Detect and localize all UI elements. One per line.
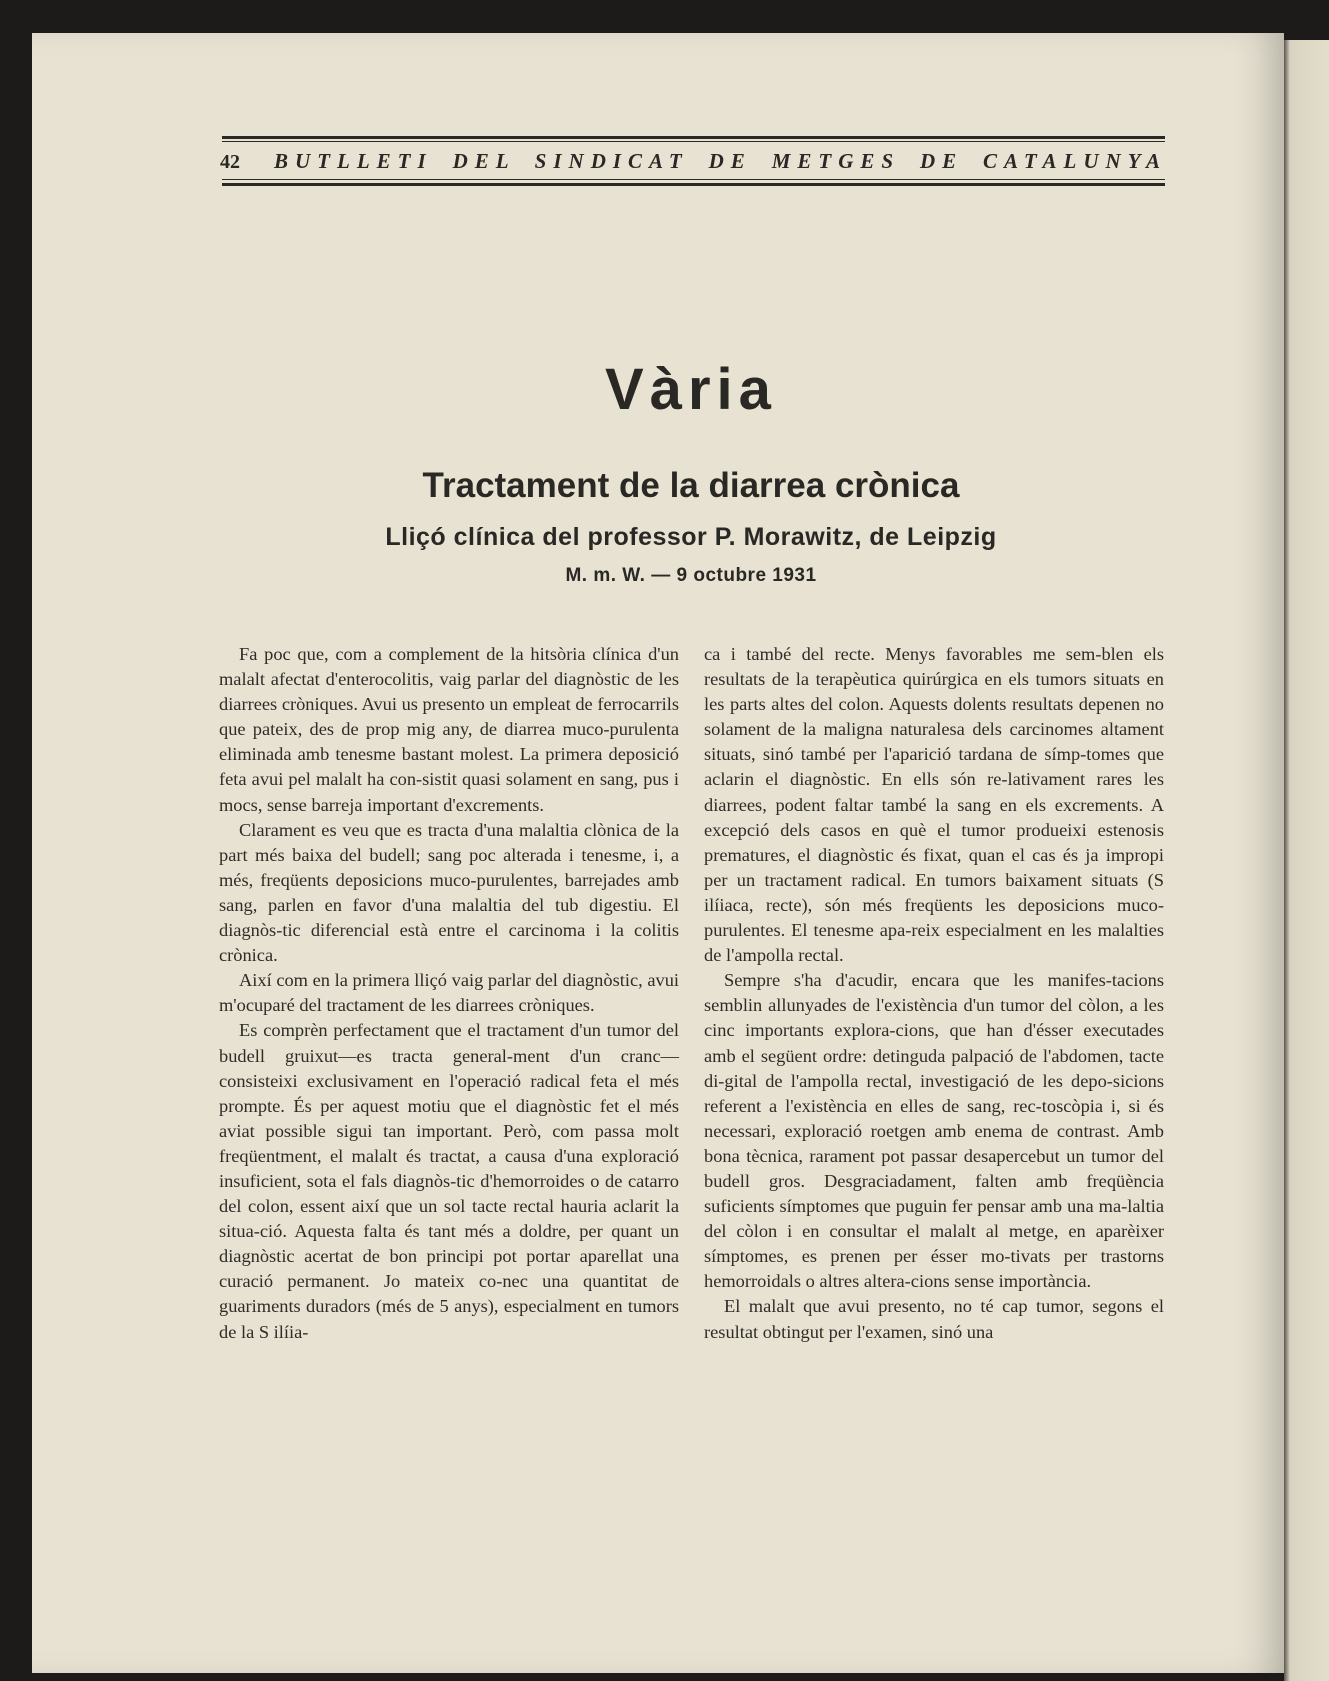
running-header (220, 149, 1167, 174)
text-column-right (704, 642, 1164, 1345)
article-subtitle: Lliçó clínica del professor P. Morawitz, de Leipzig (385, 523, 997, 551)
article-source: M. m. W. — 9 octubre 1931 (565, 565, 817, 586)
paragraph: Fa poc que, com a complement de la hitsòria clínica d'un malalt afectat d'enterocolitis, vaig parlar del diagnòstic de les diarrees cròniques. Avui us presento un empleat de ferrocarrils que pateix, des de prop mig any, de diarrea muco-purulenta eliminada amb tenesme bastant molest. La primera deposició feta avui pel malalt ha con-sistit quasi solament en sang, pus i mocs, sense barreja important d'excrements. (219, 644, 679, 815)
paragraph: El malalt que avui presento, no té cap tumor, segons el resultat obtingut per l'examen, sinó una (704, 1296, 1164, 1342)
header-rule-top (222, 136, 1165, 139)
header-rule-bottom-thin (222, 179, 1165, 180)
paragraph: Sempre s'ha d'acudir, encara que les manifes-tacions semblin allunyades de l'existència d'un tumor del còlon, a les cinc importants explora-cions, que han d'ésser executades amb el següent ordre: detinguda palpació de l'abdomen, tacte di-gital de l'ampolla rectal, investigació de les depo-sicions referent a l'existència en elles de sang, rec-toscòpia i, si és necessari, exploració roetgen amb enema de contrast. Amb bona tècnica, rarament pot passar desapercebut un tumor del budell gros. Desgraciadament, falten amb freqüència suficients símptomes que puguin fer pensar amb una ma-laltia del còlon i en consultar el malalt al metge, en aparèixer símptomes, es prenen per ésser mo-tivats per trastorns hemorroidals o altres altera-cions sense importància. (704, 970, 1164, 1292)
article-title: Tractament de la diarrea crònica (422, 466, 960, 505)
journal-title: BUTLLETI DEL SINDICAT DE METGES DE CATALUNYA (274, 149, 1167, 173)
page-number: 42 (220, 151, 240, 173)
paragraph: Es comprèn perfectament que el tractament d'un tumor del budell gruixut—es tracta general-ment d'un cranc—consisteixi exclusivament en l'operació radical feta el més prompte. És per aquest motiu que el diagnòstic fet el més aviat possible sigui tan important. Però, com passa molt freqüentment, el malalt és tractat, a causa d'una exploració insuficient, sota el fals diagnòs-tic d'hemorroides o de catarro del colon, essent així que un sol tacte rectal hauria aclarit la situa-ció. Aquesta falta és tant més a doldre, per quant un diagnòstic acertat de bon principi pot portar aparellat una curació permanent. Jo mateix co-nec una quantitat de guariments duradors (més de 5 anys), especialment en tumors de la S ilíia- (219, 1020, 679, 1342)
header-rule-top-thin (222, 141, 1165, 142)
text-column-left (219, 642, 679, 1345)
paragraph-continuation: ca i també del recte. Menys favorables me sem-blen els resultats de la terapèutica quirúrgica en els tumors situats en les parts altes del colon. Aquests dolents resultats depenen no solament de la maligna naturalesa dels carcinomes altament situats, sinó també per l'aparició tardana de símp-tomes que aclarin el diagnòstic. En ells són re-lativament rares les diarrees, podent faltar també la sang en els excrements. A excepció dels casos en què el tumor produeixi estenosis prematures, el diagnòstic és fixat, quan el cas és ja impropi per un tractament radical. En tumors baixament situats (S ilíiaca, recte), són més freqüents les deposicions muco-purulentes. El tenesme apa-reix especialment en les malalties de l'ampolla rectal. (704, 644, 1164, 966)
page-edge (1284, 40, 1329, 1681)
paragraph: Clarament es veu que es tracta d'una malaltia clònica de la part més baixa del budell; sang poc alterada i tenesme, i, a més, freqüents deposicions muco-purulentes, barrejades amb sang, parlen en favor d'una malaltia del tub digestiu. El diagnòs-tic diferencial està entre el carcinoma i la colitis crònica. (219, 819, 679, 966)
section-title: Vària (605, 357, 777, 422)
paragraph: Així com en la primera lliçó vaig parlar del diagnòstic, avui m'ocuparé del tractament de les diarrees cròniques. (219, 970, 679, 1016)
header-rule-bottom (222, 183, 1165, 186)
